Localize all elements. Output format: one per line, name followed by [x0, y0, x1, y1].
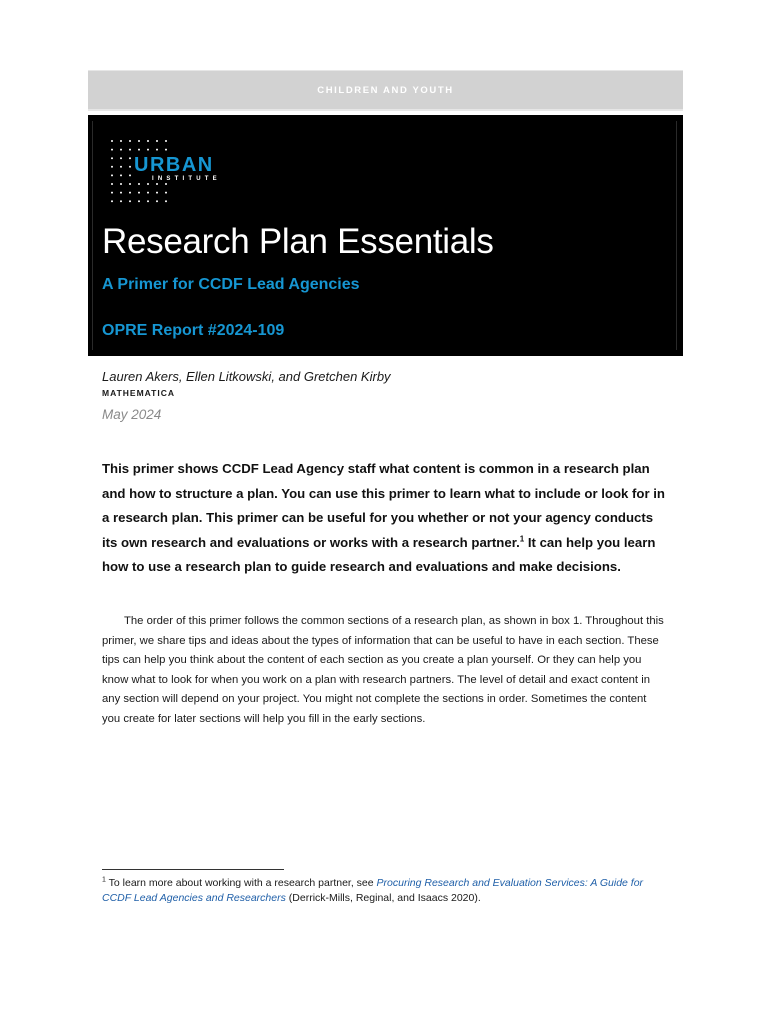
logo-dot [156, 200, 158, 202]
logo-dot [147, 192, 149, 194]
logo-dot [111, 140, 113, 142]
logo-dot [129, 140, 131, 142]
logo-dot [165, 140, 167, 142]
authors: Lauren Akers, Ellen Litkowski, and Gretchen Kirby [102, 369, 391, 384]
logo-dot [165, 192, 167, 194]
logo-dot [138, 140, 140, 142]
logo-dot [147, 200, 149, 202]
logo-dot [147, 183, 149, 185]
category-label: CHILDREN AND YOUTH [317, 84, 454, 96]
lead-text-1: This primer shows CCDF Lead Agency staff what content is common in a research plan and how to structure a plan. You can use this primer to learn what to include or look for in a research plan. This primer can be useful for you whether or not your agency conducts its own research and evaluations or works with a research partner. [102, 461, 665, 550]
footnote [102, 876, 672, 906]
logo-dot [165, 149, 167, 151]
lead-paragraph [102, 457, 672, 580]
logo-dot [138, 149, 140, 151]
logo-dot [156, 149, 158, 151]
logo-dot [129, 200, 131, 202]
logo-dot [120, 140, 122, 142]
footnote-text-2: (Derrick-Mills, Reginal, and Isaacs 2020). [285, 892, 481, 904]
author-organization: MATHEMATICA [102, 388, 176, 398]
logo-dot [120, 166, 122, 168]
svg-text:INSTITUTE: INSTITUTE [152, 176, 221, 182]
logo-dot [111, 149, 113, 151]
urban-institute-logo [108, 137, 238, 207]
logo-dot [165, 200, 167, 202]
logo-dot [111, 192, 113, 194]
logo-dot [111, 183, 113, 185]
logo-dot [138, 192, 140, 194]
logo-dot [120, 200, 122, 202]
lead-text-2: It can help you learn how to use a research plan to guide research and evaluations and make decisions. [102, 534, 656, 574]
logo-dot [120, 174, 122, 176]
logo-dot [147, 149, 149, 151]
logo-dot [120, 183, 122, 185]
logo-dot [111, 200, 113, 202]
body-paragraph: The order of this primer follows the common sections of a research plan, as shown in box 1. Throughout this primer, we share tips and ideas about the types of information that can be useful to have in each section. These tips can help you think about the content of each section as you create a plan yourself. Or they can help you know what to look for when you work on a plan with research partners. The level of detail and exact content in any section will depend on your project. You might not complete the sections in order. Sometimes the content you create for later sections will help you fill in the early sections. [102, 615, 664, 725]
footnote-divider [102, 869, 284, 870]
logo-dot [129, 192, 131, 194]
publication-date: May 2024 [102, 407, 162, 422]
footnote-reference-link[interactable]: Procuring Research and Evaluation Services: A Guide for CCDF Lead Agencies and Researchers [102, 877, 644, 904]
logo-dot [129, 149, 131, 151]
logo-dot [165, 183, 167, 185]
logo-dot [147, 140, 149, 142]
logo-dot [111, 174, 113, 176]
logo-dot [120, 149, 122, 151]
footnote-text-1: To learn more about working with a research partner, see [105, 877, 377, 889]
category-banner [88, 70, 683, 111]
logo-dot [156, 140, 158, 142]
logo-dot [120, 157, 122, 159]
logo-dot [138, 183, 140, 185]
report-subtitle: A Primer for CCDF Lead Agencies [102, 276, 360, 293]
logo-dot [120, 192, 122, 194]
footnote-marker-link[interactable]: 1 [519, 534, 525, 544]
logo-dot [156, 183, 158, 185]
logo-dot [111, 166, 113, 168]
report-number: OPRE Report #2024-109 [102, 322, 285, 339]
svg-text:URBAN: URBAN [134, 154, 214, 176]
footnote-number: 1 [102, 876, 106, 884]
report-title: Research Plan Essentials [102, 222, 494, 261]
logo-dot [156, 192, 158, 194]
logo-dot [129, 174, 131, 176]
logo-dot [111, 157, 113, 159]
logo-dot [138, 200, 140, 202]
logo-dot [129, 183, 131, 185]
logo-dot [129, 166, 131, 168]
logo-dot [129, 157, 131, 159]
